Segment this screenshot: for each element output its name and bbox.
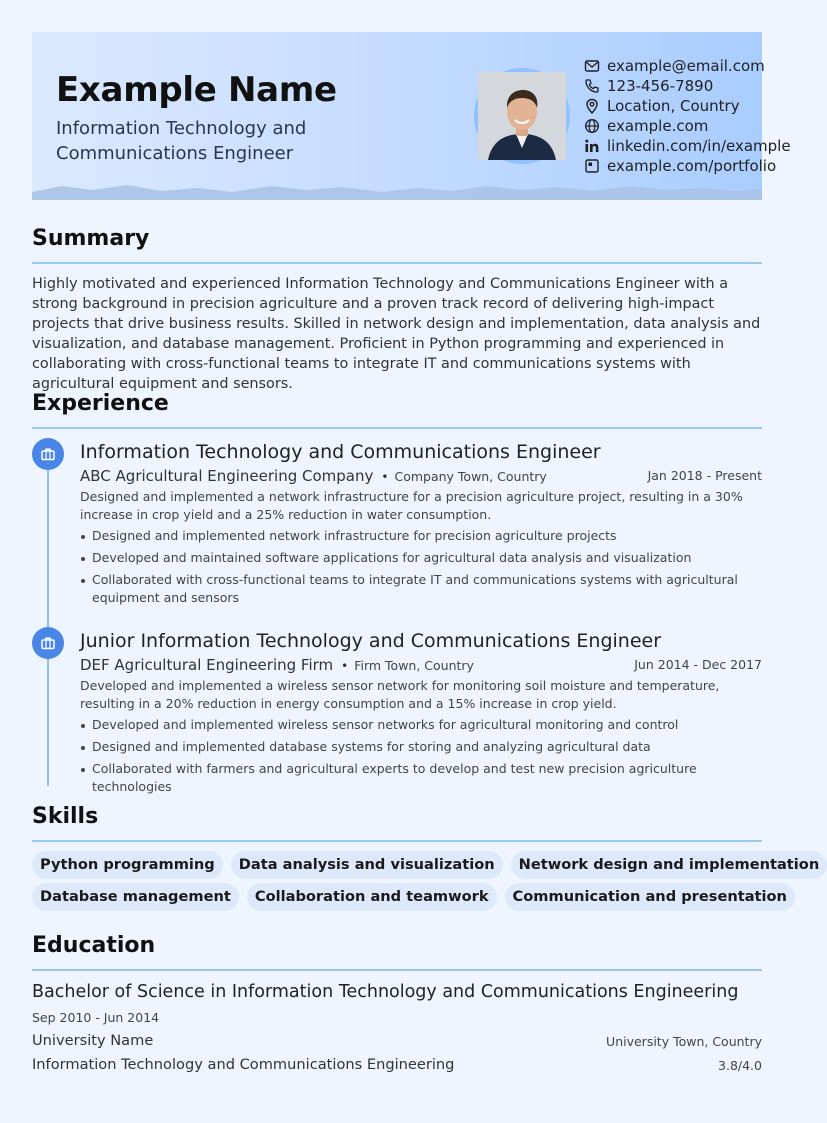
contact-portfolio[interactable] [584,156,777,176]
job-bullet: Developed and maintained software applications for agricultural data analysis and visualization [80,549,762,567]
skills-row [32,851,820,883]
skills-row [32,883,787,915]
job-location: Firm Town, Country [354,658,474,673]
job-bullet: Collaborated with farmers and agricultural experts to develop and test new precision agriculture technologies [80,760,762,796]
job-meta [80,465,762,487]
contact-list [584,56,791,176]
education-field: Information Technology and Communications Engineering [32,1056,455,1073]
job-dates: Jan 2018 - Present [647,468,762,483]
profile-photo [478,72,566,160]
contact-portfolio-text: example.com/portfolio [607,157,777,175]
contact-linkedin[interactable] [584,136,791,156]
education-location: University Town, Country [606,1034,762,1049]
education-degree: Bachelor of Science in Information Technology and Communications Engineering [32,982,739,1002]
contact-email[interactable] [584,56,774,76]
job-title: Junior Information Technology and Communications Engineer [80,630,662,652]
skill-chip: Database management [32,883,239,911]
job-dates: Jun 2014 - Dec 2017 [634,657,762,672]
education-dates: Sep 2010 - Jun 2014 [32,1010,160,1025]
job-meta [80,654,762,676]
skills-divider [32,840,762,842]
meta-separator-dot: • [381,470,389,484]
job-bullet-list [80,527,762,607]
contact-phone-text: 123-456-7890 [607,77,714,95]
education-gpa: 3.8/4.0 [718,1058,762,1073]
timeline-line [47,452,49,786]
job-bullet: Designed and implemented database systems for storing and analyzing agricultural data [80,738,762,756]
contact-website[interactable] [584,116,774,136]
job-bullet-list [80,716,762,796]
education-divider [32,969,762,971]
job-bullet: Collaborated with cross-functional teams to integrate IT and communications systems with agricultural equipment and sensors [80,571,762,607]
job-location: Company Town, Country [394,469,547,484]
briefcase-icon [32,438,64,470]
summary-text: Highly motivated and experienced Information Technology and Communications Engineer with a strong background in precision agriculture and a proven track record of delivering high-impact projects that drive business results. Skilled in network design and implementation, data analysis and visualization, and database management. Proficient in Python programming and experienced in collaborating with cross-functional teams to integrate IT and communications systems with agricultural equipment and sensors. [32,276,761,392]
candidate-role: Information Technology and Communications Engineer [56,118,307,164]
contact-linkedin-text: linkedin.com/in/example [607,137,791,155]
phone-icon [584,78,600,94]
meta-separator-dot: • [341,659,349,673]
job-description: Designed and implemented a network infrastructure for a precision agriculture project, resulting in a 30% increase in crop yield and a 25% reduction in water consumption. [80,489,743,522]
contact-website-text: example.com [607,117,709,135]
contact-location [584,96,774,116]
portfolio-icon [584,158,600,174]
mail-icon [584,58,600,74]
header-wave-decoration [32,180,762,200]
job-bullet: Designed and implemented network infrastructure for precision agriculture projects [80,527,762,545]
experience-heading: Experience [32,391,169,416]
skills-list [32,851,820,915]
skill-chip: Communication and presentation [505,883,795,911]
skill-chip: Data analysis and visualization [231,851,503,879]
skill-chip: Python programming [32,851,223,879]
job-title: Information Technology and Communications Engineer [80,441,601,463]
skill-chip: Collaboration and teamwork [247,883,497,911]
experience-divider [32,427,762,429]
contact-email-text: example@email.com [607,57,765,75]
briefcase-icon [32,627,64,659]
globe-icon [584,118,600,134]
job-company: DEF Agricultural Engineering Firm [80,656,334,674]
job-entry [80,439,762,611]
job-bullet: Developed and implemented wireless sensor networks for agricultural monitoring and control [80,716,762,734]
contact-location-text: Location, Country [607,97,740,115]
location-pin-icon [584,98,600,114]
linkedin-icon [584,138,600,154]
candidate-name: Example Name [56,70,337,110]
job-description: Developed and implemented a wireless sensor network for monitoring soil moisture and temperature, resulting in a 20% reduction in energy consumption and a 15% increase in crop yield. [80,678,720,711]
job-company: ABC Agricultural Engineering Company [80,467,374,485]
summary-heading: Summary [32,226,150,251]
skill-chip: Network design and implementation [511,851,827,879]
education-school: University Name [32,1032,154,1049]
avatar [474,68,570,164]
education-heading: Education [32,933,156,958]
job-entry [80,628,762,800]
summary-divider [32,262,762,264]
resume-header [32,32,791,200]
contact-phone[interactable] [584,76,774,96]
skills-heading: Skills [32,804,99,829]
